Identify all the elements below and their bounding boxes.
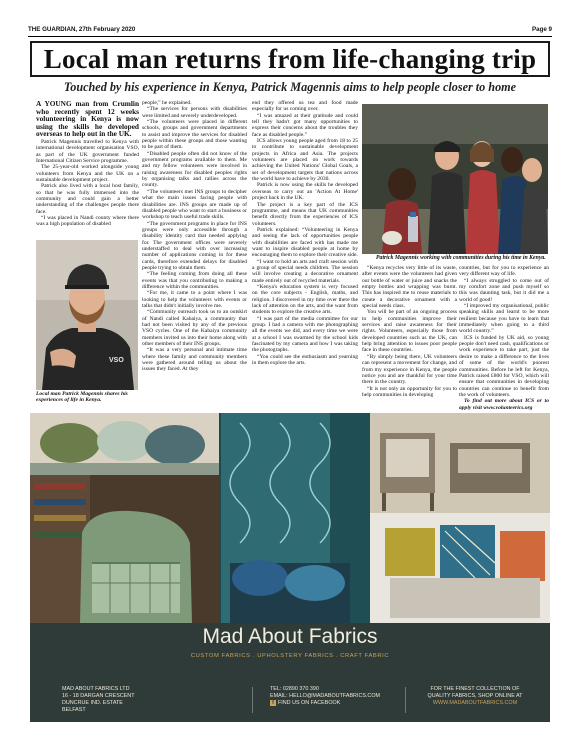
article-paragraph: “The volunteers were placed in different schools, groups and government departments to assist and improve the services for disabled people within these groups and those wanting to be part of them. <box>142 119 247 151</box>
article-column-2 <box>142 100 247 412</box>
article-paragraph: “By simply being there, UK volunteers can represent a movement for change, and from my experience in Kenya, the people notice you and are thankful for your time there in the country. <box>362 353 457 386</box>
photo-patrick-magennis <box>36 240 138 390</box>
facebook-label: FIND US ON FACEBOOK <box>278 700 341 706</box>
photo-volunteers-kenya <box>362 104 548 254</box>
article-column-1 <box>36 100 139 250</box>
caption-group: Patrick Magennis working with communities during his time in Kenya. <box>376 255 546 261</box>
advert-tagline: CUSTOM FABRICS . UPHOLSTERY FABRICS . CRAFT FABRIC <box>190 653 390 659</box>
article-paragraph: ICS allows young people aged from 18 to 25 to contribute to sustainable development projects in Africa and Asia. The projects volunteers are placed on work towards achieving the United Nations' Global Goals, a set of development targets that nations across the world have to achieve by 2030. <box>252 138 358 183</box>
article-paragraph: The 25-year-old worked alongside young volunteers from Kenya and the UK on a sustainable development project. <box>36 164 139 184</box>
article-call-to-action: To find out more about ICS or to apply visit www.volunteerics.org <box>459 398 549 410</box>
article-paragraph: ICS is funded by UK aid, so young people don't need cash, qualifications or work experience to take part, just the desire to make a difference to the lives of some of the world's poorest communities. Before he left for Kenya, Patrick raised £800 for VSO, which will ensure that communities in developing countries can continue to benefit from the work of volunteers. <box>459 334 549 398</box>
advert-promo <box>420 686 530 707</box>
headline-box <box>30 41 550 77</box>
article-paragraph: people,” he explained. <box>142 100 192 106</box>
article-column-3 <box>252 100 358 412</box>
article-paragraph: You will be part of an ongoing process to help communities improve their services and raise awareness for their rights. Volunteers, especially those from developed countries such as the UK, can help bring attention to issues poor people face in these countries. <box>362 309 457 354</box>
article-paragraph: “Disabled people often did not know of the government programs available to them. Me and my fellow volunteers were involved in raising awareness for disabled peoples rights by organising talks and rallies across the county. <box>142 150 247 189</box>
email-link[interactable]: EMAIL: HELLO@MADABOUTFABRICS.COM <box>270 693 381 699</box>
advert-footer <box>30 623 550 722</box>
page-header <box>28 25 552 37</box>
article-paragraph: “Kenya recycles very little of its waste, after events were the volunteers had given our bottle of water or juice and snacks the empty bottles and wrapping was burnt. This has inspired me to reuse materials to create a decorative ornament with a special needs class. <box>362 265 457 310</box>
advert-fabric-photos <box>30 413 550 623</box>
website-link[interactable]: WWW.MADABOUTFABRICS.COM <box>432 700 518 706</box>
shirt-logo: VSO <box>109 357 124 364</box>
article-paragraph: “For me, it came to a point where I was looking to help the volunteers with events or talks that didn't initially involve me. <box>142 290 247 309</box>
article-paragraph: “I was placed in Nandi county where there was a high population of disabled <box>36 215 139 228</box>
article-column-5 <box>459 265 549 410</box>
page-number: Page 9 <box>532 26 552 33</box>
address-line: DUNCRUE IND. ESTATE <box>62 700 123 706</box>
advert-contact <box>270 686 380 707</box>
article-paragraph: “Community outreach took us to an outskirt of Nandi called Kabaiya, a community that had not been visited by any of the previous VSO cycles. One of the Kabaiya community members invited us into their home along with other members of their INS groups. <box>142 309 247 348</box>
article-paragraph: “It is not only an opportunity for you to help communities in developing <box>362 385 457 398</box>
article-paragraph: “I improved my organisational, public speaking skills and learnt to be more resilient because you have to learn that immediately when going to a third world country.” <box>459 303 549 335</box>
facebook-icon: f <box>270 700 276 706</box>
article-paragraph: Patrick is now using the skills he developed overseas to carry out an 'Action At Home' project back in the UK. <box>252 182 358 202</box>
article-paragraph: end they offered us tea and food made especially for us coming over. <box>252 100 358 113</box>
article-paragraph: “It was a very personal and intimate time where these family and community members were gathered around telling us about the issues they faced. At they <box>142 347 247 373</box>
advert-address <box>62 686 135 714</box>
promo-line: FOR THE FINEST COLLECTION OF <box>430 686 520 692</box>
facebook-link[interactable] <box>270 700 380 707</box>
telephone: TEL: 02890 370 390 <box>270 686 319 692</box>
article-paragraph: Patrick Magennis travelled to Kenya with international development organisation VSO, as part of the UK government funded International Citizen Service programme. <box>36 138 139 164</box>
advert-brand-logo: Mad About Fabrics <box>202 625 378 648</box>
promo-line: QUALITY FABRICS, SHOP ONLINE AT <box>427 693 523 699</box>
article-lead: A YOUNG man from Crumlin who recently spent 12 weeks volunteering in Kenya is now using the skills he developed overseas to help out in the UK. <box>36 100 139 139</box>
article-paragraph: “I was part of the media committee for our group. I had a camera with me photographing all the events we did, and every time we were at a school I was swarmed by the school kids fascinated by my camera and how I was taking the photographs. <box>252 315 358 354</box>
article-paragraph: “I want to hold an arts and craft session with a group of special needs children. The session will involve creating a decorative ornament made entirely out of recycled materials. <box>252 258 358 284</box>
article-paragraph: countries, but for you to experience an very different way of life. <box>459 265 549 278</box>
caption-man: Local man Patrick Magennis shares his experiences of life in Kenya. <box>36 391 128 404</box>
address-line: MAD ABOUT FABRICS LTD <box>62 686 130 692</box>
article-paragraph: “The government programs in place for INS groups were only accessible through a disability identity card that needed applying for. The government offices were severely understaffed to deal with over increasing number of applications coming in for these cards, therefore extended delays for disabled people trying to obtain them. <box>142 220 247 271</box>
article-paragraph: “The services for persons with disabilities were limited and severely underdeveloped. <box>142 106 247 119</box>
article-paragraph: Patrick explained: “Volunteering in Kenya and seeing the lack of opportunities people with disabilities are faced with has made me want to inspire disabled people at home by encouraging them to explore their creative side. <box>252 226 358 259</box>
article-paragraph: “The feeling coming from doing all these events was that you contributing to making a difference within the communities. <box>142 271 247 290</box>
divider <box>252 687 253 713</box>
article-column-4 <box>362 265 457 410</box>
headline: Local man returns from life-changing trip <box>43 44 537 74</box>
article-paragraph: “I always struggled to come out of my comfort zone and push myself so this was daunting task, but it did me a world of good! <box>459 277 549 303</box>
article-paragraph: “You could see the enthusiasm and yearning in them explore the arts. <box>252 353 358 367</box>
article-paragraph: The project is a key part of the ICS programme, and means that UK communities benefit directly from the experiences of ICS volunteers. <box>252 201 358 227</box>
address-line: 16 - 18 DARGAN CRESCENT <box>62 693 135 699</box>
subheadline: Touched by his experience in Kenya, Patrick Magennis aims to help people closer to home <box>63 80 517 94</box>
paper-date: THE GUARDIAN, 27th February 2020 <box>28 26 136 33</box>
article-paragraph: “The volunteers met INS groups to decipher what the main issues facing people with disabilities are. INS groups are made up of disabled people who want to start a business or workshop to teach useful trade skills. <box>142 188 247 221</box>
article-paragraph: “Kenya's education system is very focused on the core subjects - English, maths, and religion. I discovered in my time over there the lack of attention on the arts, and the want from students to explore the creative arts. <box>252 283 358 316</box>
divider <box>405 687 406 713</box>
article-paragraph: Patrick also lived with a local host family, so that he was fully immersed into the community and could gain a better understanding of the challenges people there face. <box>36 183 139 215</box>
article-paragraph: “I was amazed at their gratitude and could tell they hadn't got many opportunities to express their concerns about the troubles they face as disabled people.” <box>252 112 358 138</box>
address-line: BELFAST <box>62 707 86 713</box>
